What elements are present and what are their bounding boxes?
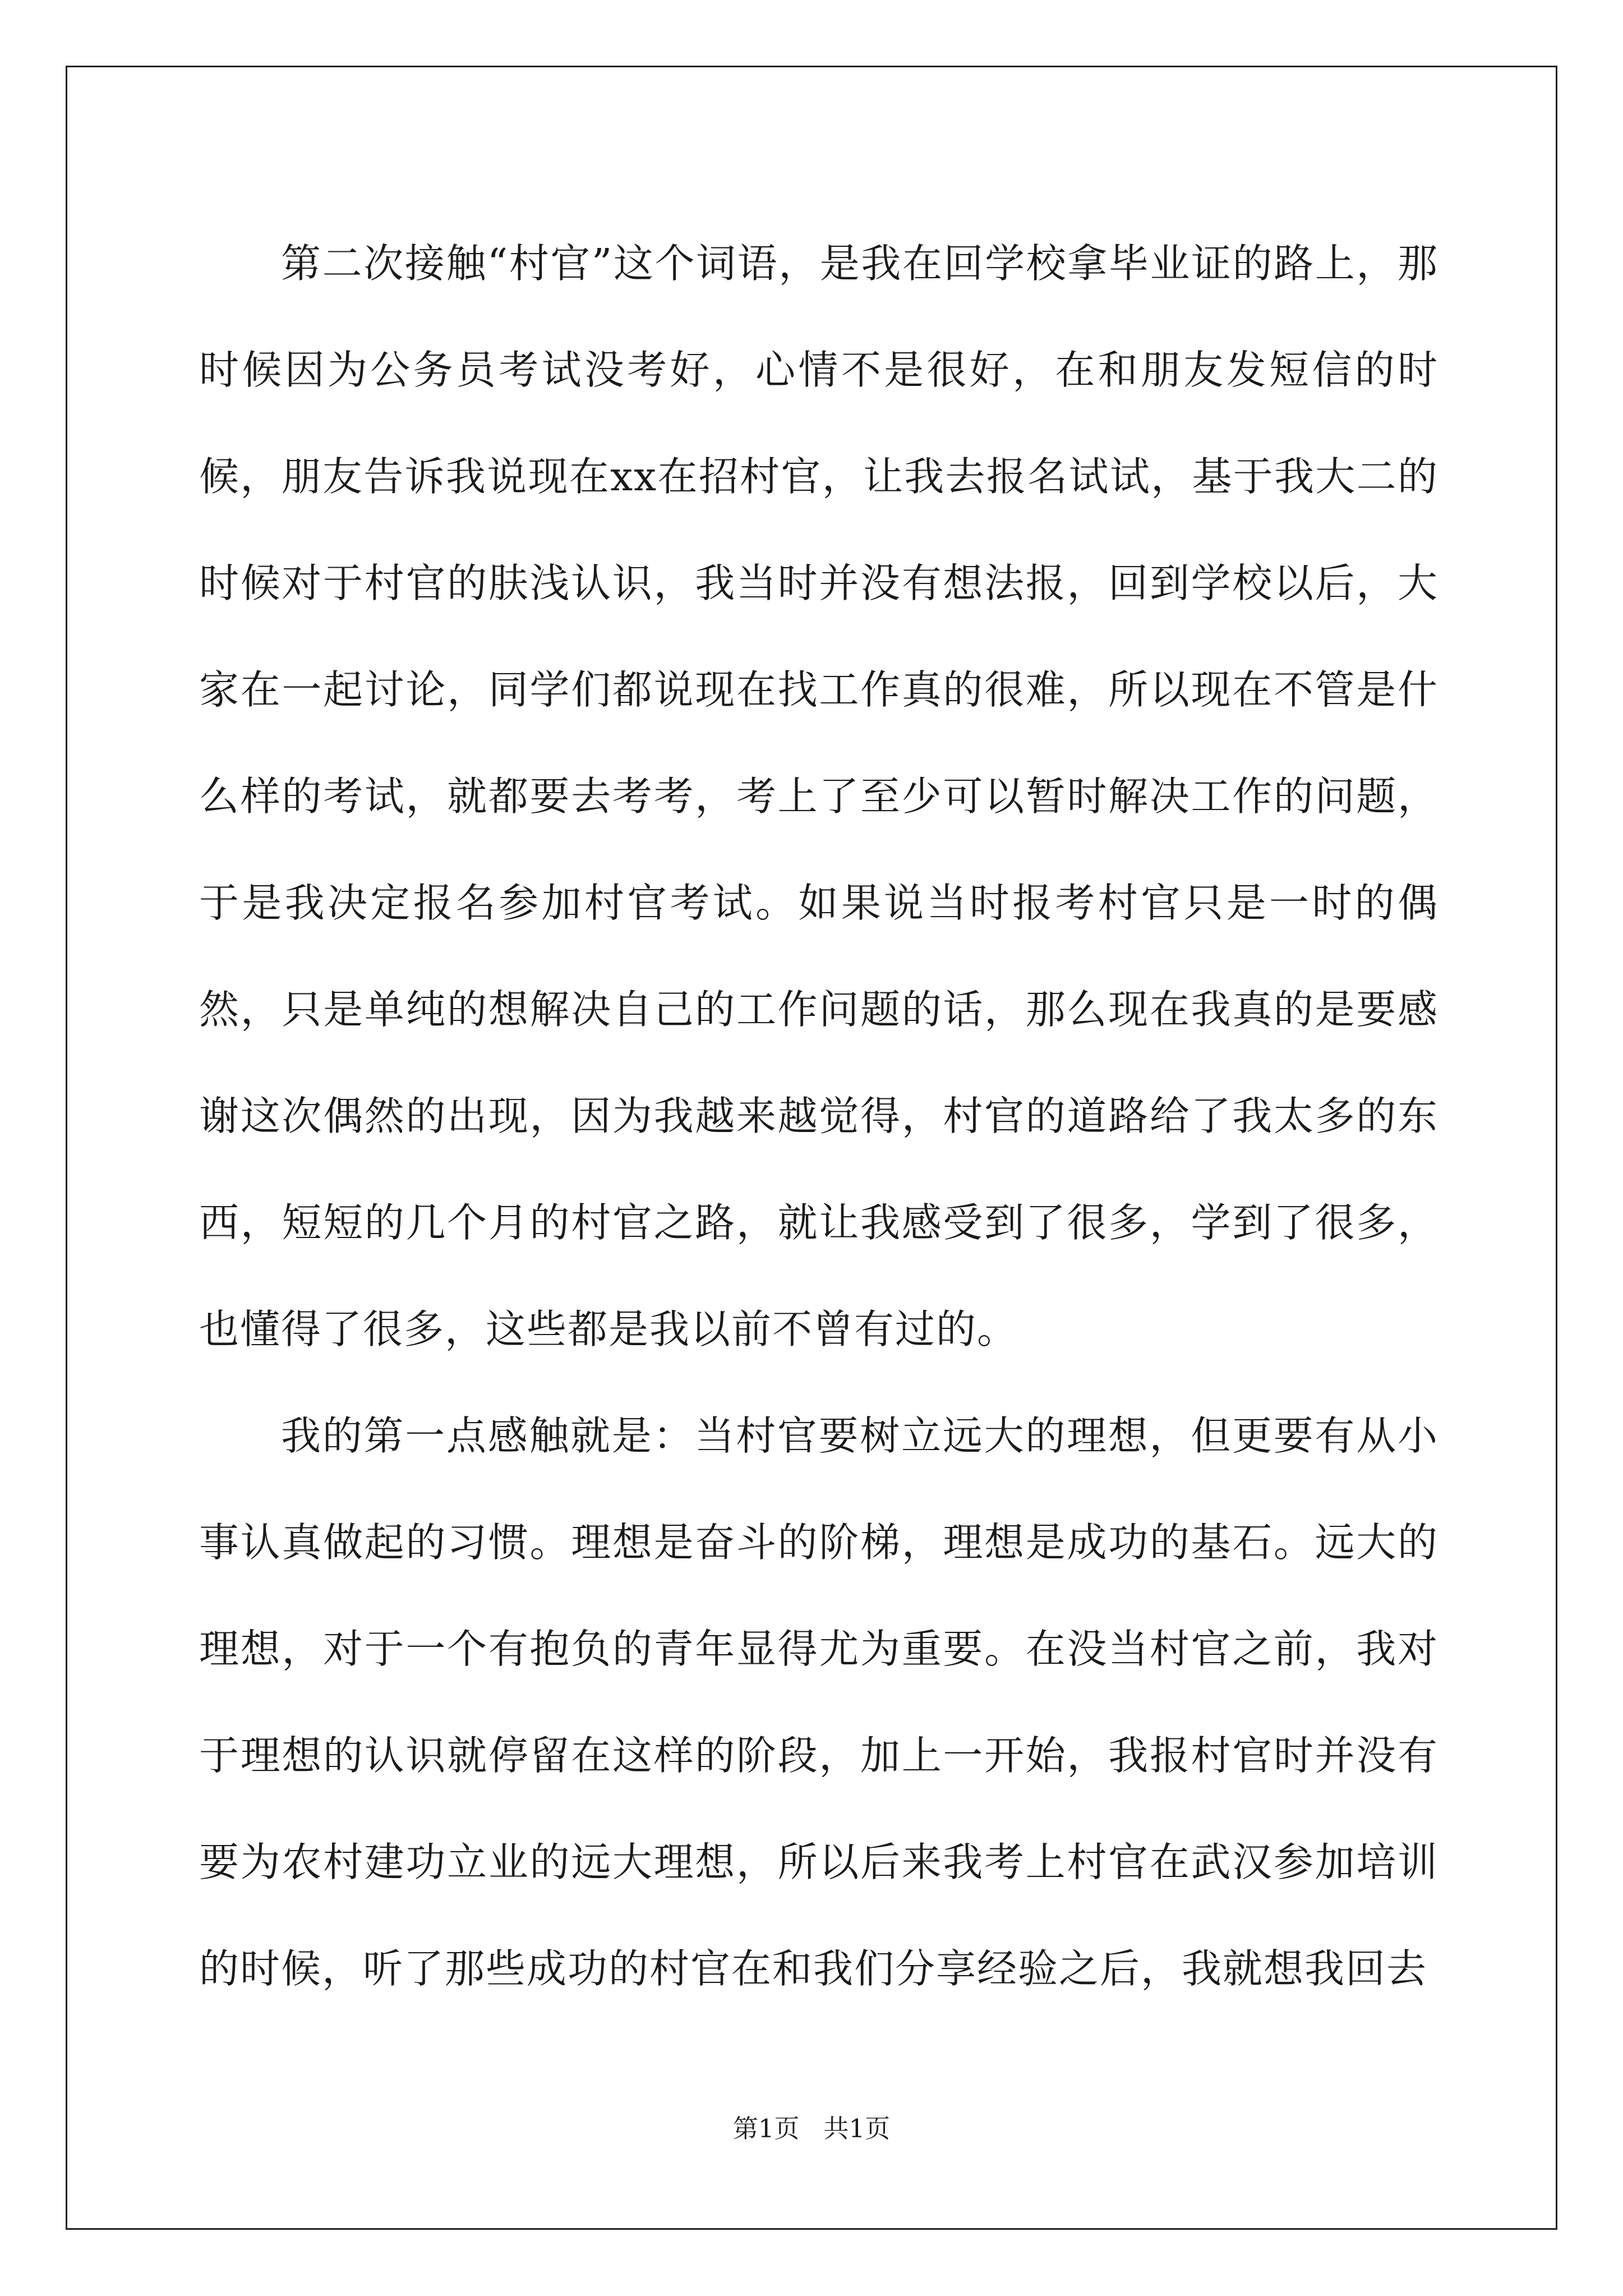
paragraph-1: 第二次接触“村官”这个词语，是我在回学校拿毕业证的路上，那时候因为公务员考试没考好，心情不是很好，在和朋友发短信的时候，朋友告诉我说现在xx在招村官，让我去报名试试，基于我大二的时候对于村官的肤浅认识，我当时并没有想法报，回到学校以后，大家在一起讨论，同学们都说现在找工作真的很难，所以现在不管是什么样的考试，就都要去考考，考上了至少可以暂时解决工作的问题，于是我决定报名参加村官考试。如果说当时报考村官只是一时的偶然，只是单纯的想解决自己的工作问题的话，那么现在我真的是要感谢这次偶然的出现，因为我越来越觉得，村官的道路给了我太多的东西，短短的几个月的村官之路，就让我感受到了很多，学到了很多，也懂得了很多，这些都是我以前不曾有过的。 [199,240,1438,1352]
page-number-footer: 第1页 共1页 [732,2114,891,2143]
paragraph-2: 我的第一点感触就是：当村官要树立远大的理想，但更要有从小事认真做起的习惯。理想是奋斗的阶梯，理想是成功的基石。远大的理想，对于一个有抱负的青年显得尤为重要。在没当村官之前，我对于理想的认识就停留在这样的阶段，加上一开始，我报村官时并没有要为农村建功立业的远大理想，所以后来我考上村官在武汉参加培训的时候，听了那些成功的村官在和我们分享经验之后，我就想我回去 [199,1412,1438,1992]
document-body [199,210,1438,2022]
